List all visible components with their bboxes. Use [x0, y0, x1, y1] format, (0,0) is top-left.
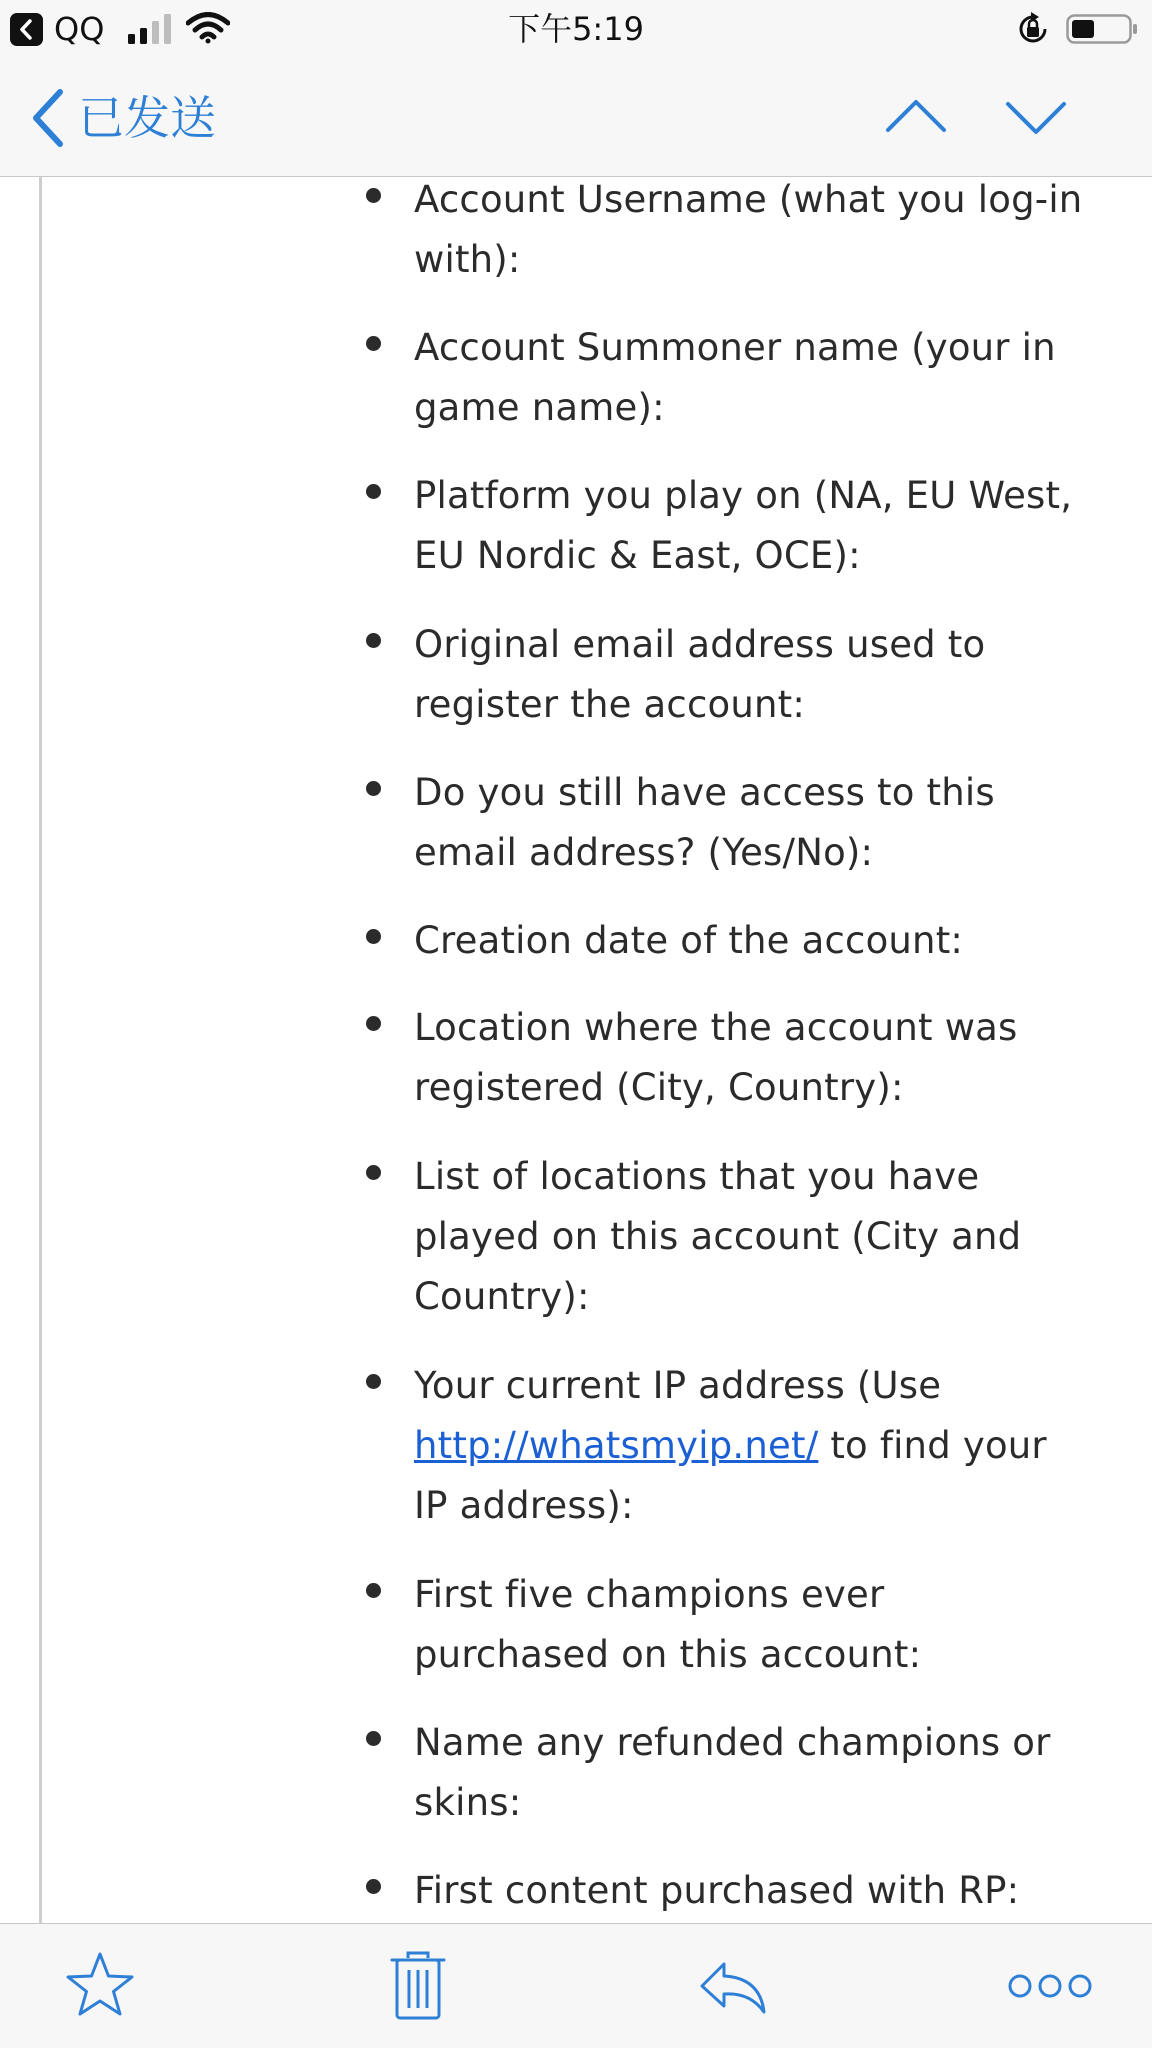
list-item: Do you still have access to this email address? (Yes/No): [414, 771, 995, 874]
list-bullet [366, 929, 381, 944]
reply-icon[interactable] [694, 1948, 770, 2024]
list-bullet [366, 1165, 381, 1180]
back-button-label: 已发送 [78, 91, 216, 145]
list-item-text: to find your IP address): [414, 1424, 1047, 1527]
list-bullet [366, 633, 381, 648]
list-item [414, 1356, 1084, 1536]
list-bullet [366, 1583, 381, 1598]
next-message-chevron-down-icon[interactable] [1004, 90, 1068, 144]
list-item: Platform you play on (NA, EU West, EU Nordic & East, OCE): [414, 474, 1073, 577]
list-item: List of locations that you have played on this account (City and Country): [414, 1155, 1022, 1318]
chevron-left-icon [30, 88, 66, 148]
trash-icon[interactable] [380, 1948, 456, 2024]
bottom-toolbar [0, 1923, 1152, 2048]
list-bullet [366, 1016, 381, 1031]
list-item: First content purchased with RP: [414, 1869, 1020, 1912]
email-body[interactable] [0, 177, 1152, 1923]
navigation-bar [0, 58, 1152, 177]
whatsmyip-link[interactable]: http://whatsmyip.net/ [414, 1424, 819, 1467]
status-time: 下午5:19 [508, 10, 644, 48]
back-button[interactable] [30, 86, 216, 150]
star-icon[interactable] [62, 1948, 138, 2024]
list-item: Creation date of the account: [414, 919, 964, 962]
previous-message-chevron-up-icon[interactable] [884, 90, 948, 144]
list-bullet [366, 484, 381, 499]
list-bullet [366, 781, 381, 796]
list-bullet [366, 1879, 381, 1894]
list-bullet [366, 336, 381, 351]
list-item: Account Summoner name (your in game name): [414, 326, 1056, 429]
battery-icon [1066, 14, 1138, 44]
list-bullet [366, 188, 381, 203]
back-to-app-label[interactable]: QQ [54, 10, 105, 48]
list-item: Original email address used to register the account: [414, 623, 986, 726]
more-icon[interactable] [1006, 1948, 1094, 2024]
list-bullet [366, 1374, 381, 1389]
list-item-text: Your current IP address (Use [414, 1364, 942, 1407]
list-item: First five champions ever purchased on this account: [414, 1573, 922, 1676]
list-item: Name any refunded champions or skins: [414, 1721, 1051, 1824]
quote-bar [39, 177, 42, 1923]
list-item: Location where the account was registered (City, Country): [414, 1006, 1018, 1109]
list-item: Account Username (what you log-in with): [414, 178, 1083, 281]
rotation-lock-icon [1016, 12, 1050, 46]
list-bullet [366, 1731, 381, 1746]
status-bar [0, 0, 1152, 58]
